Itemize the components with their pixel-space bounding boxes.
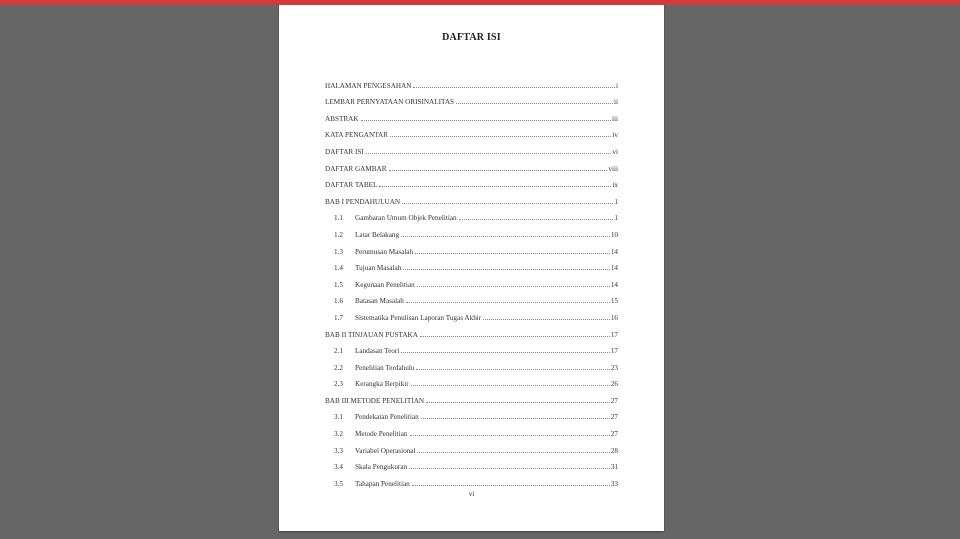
dot-leader	[456, 103, 613, 104]
dot-leader	[459, 219, 614, 220]
toc-entry-page: 15	[610, 297, 618, 306]
toc-entry-label: Landasan Teori	[355, 347, 400, 356]
toc-entry-label: BAB II TINJAUAN PUSTAKA	[325, 330, 418, 339]
toc-entry-label: HALAMAN PENGESAHAN	[325, 81, 412, 90]
toc-entry	[325, 372, 618, 389]
dot-leader	[411, 385, 610, 386]
toc-entry-label: Penelitian Terdahulu	[355, 363, 415, 372]
dot-leader	[417, 452, 609, 453]
toc-entry-number: 2.2	[334, 363, 343, 372]
toc-entry-number: 3.1	[334, 413, 343, 422]
dot-leader	[403, 269, 610, 270]
toc-entry-page: 27	[610, 413, 618, 422]
toc-entry-page: iii	[612, 114, 618, 123]
dot-leader	[420, 336, 610, 337]
toc-entry-page: 26	[610, 380, 618, 389]
toc-entry-page: 27	[610, 396, 618, 405]
dot-leader	[402, 203, 613, 204]
toc-entry	[325, 173, 618, 190]
toc-entry-number: 3.2	[334, 430, 343, 439]
toc-entry-page: viii	[608, 164, 618, 173]
dot-leader	[421, 418, 610, 419]
toc-entry	[325, 272, 618, 289]
toc-entry-label: ABSTRAK	[325, 114, 359, 123]
toc-entry-label: DAFTAR GAMBAR	[325, 164, 387, 173]
dot-leader	[413, 87, 615, 88]
dot-leader	[390, 136, 611, 137]
page-title: DAFTAR ISI	[442, 32, 501, 43]
toc-entry-page: 14	[610, 247, 618, 256]
toc-entry-label: BAB I PENDAHULUAN	[325, 197, 401, 206]
toc-entry-number: 1.4	[334, 264, 343, 273]
toc-entry-page: 14	[610, 280, 618, 289]
toc-entry	[325, 421, 618, 438]
toc-entry-label: LEMBAR PERNYATAAN ORISINALITAS	[325, 98, 455, 107]
toc-entry-number: 1.2	[334, 230, 343, 239]
toc-entry	[325, 73, 618, 90]
toc-entry-number: 1.5	[334, 280, 343, 289]
toc-entry-label: Variabel Operasional	[355, 446, 416, 455]
toc-entry	[325, 206, 618, 223]
toc-entry-page: 17	[610, 347, 618, 356]
toc-entry-label: DAFTAR ISI	[325, 147, 364, 156]
toc-entry	[325, 388, 618, 405]
dot-leader	[412, 485, 610, 486]
toc-entry-page: 28	[610, 446, 618, 455]
dot-leader	[361, 120, 611, 121]
toc-entry-page: 27	[610, 430, 618, 439]
toc-entry	[325, 471, 618, 488]
dot-leader	[483, 319, 610, 320]
toc-entry	[325, 256, 618, 273]
toc-entry-label: Pendekatan Penelitian	[355, 413, 419, 422]
toc-entry-label: Perumusan Masalah	[355, 247, 414, 256]
dot-leader	[410, 435, 610, 436]
dot-leader	[417, 286, 610, 287]
dot-leader	[426, 402, 610, 403]
dot-leader	[401, 236, 610, 237]
toc-entry-page: 14	[610, 264, 618, 273]
toc-entry-page: ix	[612, 181, 618, 190]
toc-entry-page: iv	[612, 131, 618, 140]
toc-entry-label: Sistematika Penulisan Laporan Tugas Akhir	[355, 313, 482, 322]
toc-entry	[325, 189, 618, 206]
toc-entry-number: 1.1	[334, 214, 343, 223]
toc-entry-number: 1.6	[334, 297, 343, 306]
dot-leader	[379, 186, 611, 187]
toc-entry-page: 33	[610, 479, 618, 488]
toc-entry	[325, 139, 618, 156]
toc-entry	[325, 289, 618, 306]
toc-entry-label: Tahapan Penelitian	[355, 479, 410, 488]
toc-entry-page: vi	[612, 147, 618, 156]
toc-entry-page: 31	[610, 463, 618, 472]
toc-entry-label: Skala Pengukuran	[355, 463, 408, 472]
toc-entry-label: Gambaran Umum Objek Penelitian	[355, 214, 457, 223]
toc-entry-number: 2.3	[334, 380, 343, 389]
toc-entry-number: 2.1	[334, 347, 343, 356]
toc-entry-page: 1	[614, 197, 618, 206]
toc-entry-label: Metode Penelitian	[355, 430, 408, 439]
page-number: vi	[468, 490, 475, 498]
toc-entry	[325, 322, 618, 339]
toc-entry-label: Batasan Masalah	[355, 297, 404, 306]
toc-entry-label: Tujuan Masalah	[355, 264, 402, 273]
toc-entry	[325, 90, 618, 107]
toc-entry	[325, 438, 618, 455]
toc-entry-page: 17	[610, 330, 618, 339]
toc-entry	[325, 222, 618, 239]
toc-entry-label: Latar Belakang	[355, 230, 400, 239]
dot-leader	[366, 153, 612, 154]
toc-entry	[325, 156, 618, 173]
toc-entry	[325, 123, 618, 140]
toc-entry-number: 3.5	[334, 479, 343, 488]
dot-leader	[401, 352, 610, 353]
toc-entry-page: 16	[610, 313, 618, 322]
toc-entry-number: 1.7	[334, 313, 343, 322]
toc-entry-label: KATA PENGANTAR	[325, 131, 388, 140]
toc-entry-page: 23	[610, 363, 618, 372]
toc-entry-label: BAB III METODE PENELITIAN	[325, 396, 425, 405]
toc-entry-number: 3.3	[334, 446, 343, 455]
toc-entry-label: Kerangka Berpikir	[355, 380, 409, 389]
dot-leader	[415, 253, 610, 254]
dot-leader	[406, 302, 610, 303]
toc-entry	[325, 455, 618, 472]
table-of-contents	[325, 73, 618, 488]
document-page	[279, 5, 664, 531]
toc-entry-label: DAFTAR TABEL	[325, 181, 378, 190]
toc-entry-page: ii	[614, 98, 618, 107]
toc-entry-page: i	[616, 81, 618, 90]
toc-entry-label: Kegunaan Penelitian	[355, 280, 415, 289]
toc-entry-page: 1	[614, 214, 618, 223]
toc-entry	[325, 339, 618, 356]
toc-entry-number: 3.4	[334, 463, 343, 472]
toc-entry	[325, 305, 618, 322]
toc-entry	[325, 405, 618, 422]
dot-leader	[409, 468, 610, 469]
dot-leader	[416, 369, 609, 370]
toc-entry-number: 1.3	[334, 247, 343, 256]
toc-entry	[325, 239, 618, 256]
dot-leader	[389, 170, 608, 171]
toc-entry	[325, 106, 618, 123]
toc-entry-page: 10	[610, 230, 618, 239]
toc-entry	[325, 355, 618, 372]
